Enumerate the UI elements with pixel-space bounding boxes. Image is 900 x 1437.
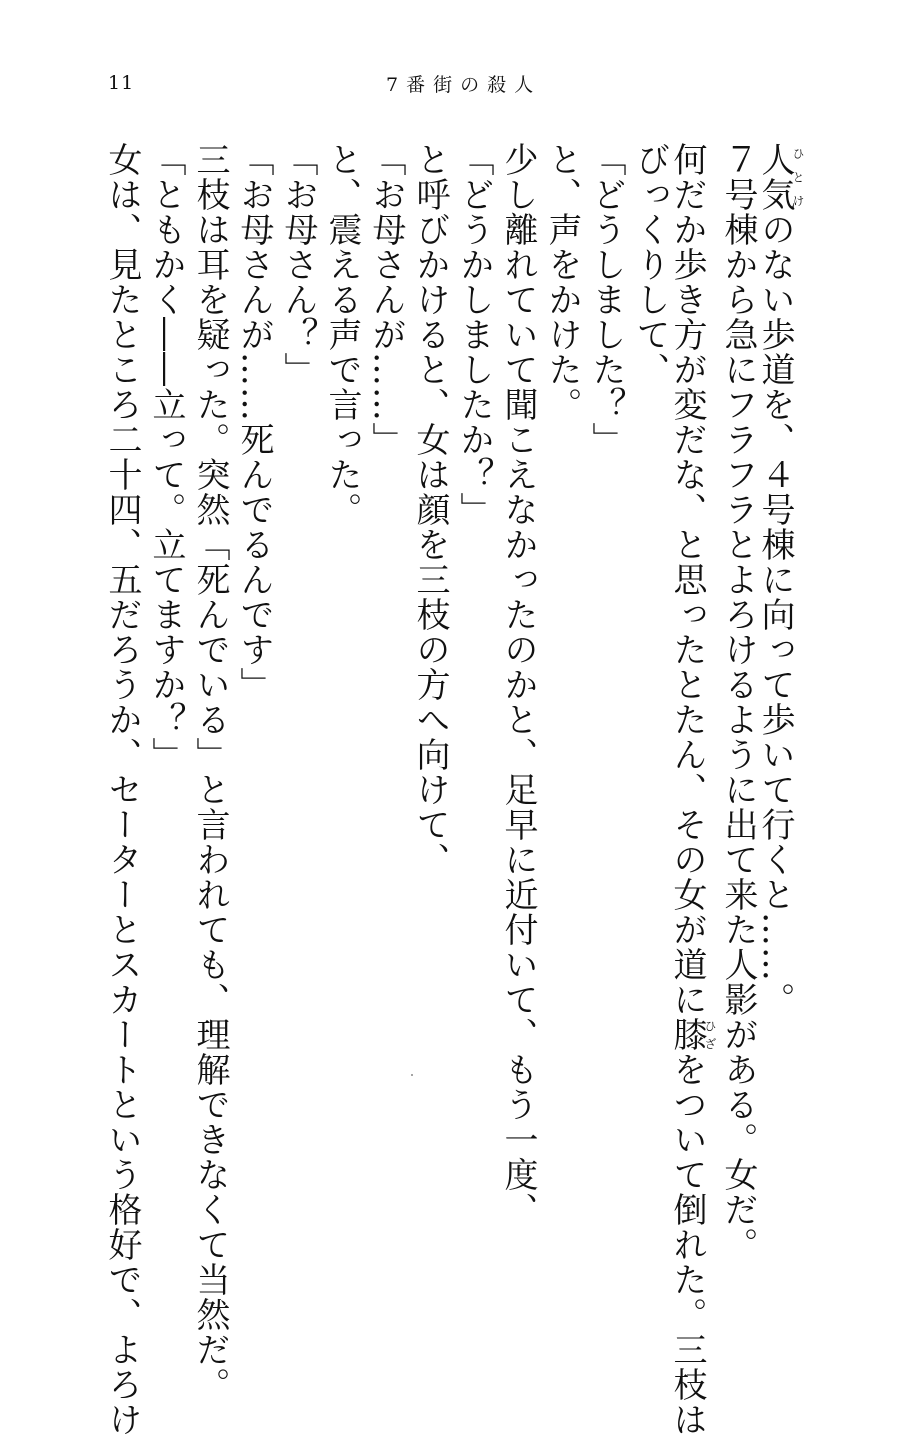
furigana-word bbox=[667, 1017, 717, 1052]
paper-speck bbox=[411, 1074, 413, 1076]
text-segment: 「ともかく――立って。立てますか？」 bbox=[146, 142, 186, 772]
page-number: 11 bbox=[108, 72, 135, 94]
text-line bbox=[755, 142, 805, 1192]
text-line bbox=[188, 142, 232, 1402]
text-segment: 少し離れていて聞こえなかったのかと、足早に近付いて、もう一度、 bbox=[498, 142, 538, 1227]
text-line bbox=[320, 142, 364, 1192]
text-segment: のない歩道を、４号棟に向って歩いて行くと……。 bbox=[755, 212, 795, 1017]
text-segment: をついて倒れた。三枝は bbox=[667, 1052, 707, 1437]
text-line bbox=[276, 142, 320, 1192]
ruby-reading: ひざ bbox=[703, 1017, 717, 1052]
text-segment: 「どうかしましたか？」 bbox=[454, 142, 494, 527]
text-segment: 「お母さんが……死んでるんです」 bbox=[234, 142, 274, 702]
text-line bbox=[364, 142, 408, 1192]
text-line bbox=[452, 142, 496, 1192]
text-line bbox=[408, 142, 452, 1192]
ruby-base: 膝 bbox=[667, 1017, 707, 1052]
text-segment: と、声をかけた。 bbox=[542, 142, 582, 422]
text-segment: 女は、見たところ二十四、五だろうか、セーターとスカートという格好で、よろけ bbox=[102, 142, 142, 1437]
text-segment: 「お母さん？」 bbox=[278, 142, 318, 387]
text-segment: と、震える声で言った。 bbox=[322, 142, 362, 527]
text-segment: と呼びかけると、女は顔を三枝の方へ向けて、 bbox=[410, 142, 450, 877]
text-segment: 三枝は耳を疑った。突然「死んでいる」と言われても、理解できなくて当然だ。 bbox=[190, 142, 230, 1402]
text-segment: 何だか歩き方が変だな、と思ったとたん、その女が道に bbox=[667, 142, 707, 1017]
text-line bbox=[540, 142, 584, 1192]
text-segment: 「お母さんが……」 bbox=[366, 142, 406, 457]
ruby-base: 人気 bbox=[755, 142, 795, 212]
text-line bbox=[100, 142, 144, 1437]
ruby-reading: ひとけ bbox=[791, 142, 805, 212]
text-line bbox=[584, 142, 628, 1192]
running-title: 7番街の殺人 bbox=[386, 74, 542, 96]
text-line bbox=[667, 142, 717, 1437]
text-segment: びっくりして、 bbox=[630, 142, 670, 387]
text-segment: ７号棟から急にフラフラとよろけるように出て来た人影がある。女だ。 bbox=[718, 142, 758, 1262]
furigana-word bbox=[755, 142, 805, 212]
text-line bbox=[232, 142, 276, 1192]
text-segment: 「どうしました？」 bbox=[586, 142, 626, 457]
body-text bbox=[102, 142, 805, 1437]
text-line bbox=[496, 142, 540, 1227]
text-line bbox=[144, 142, 188, 1192]
